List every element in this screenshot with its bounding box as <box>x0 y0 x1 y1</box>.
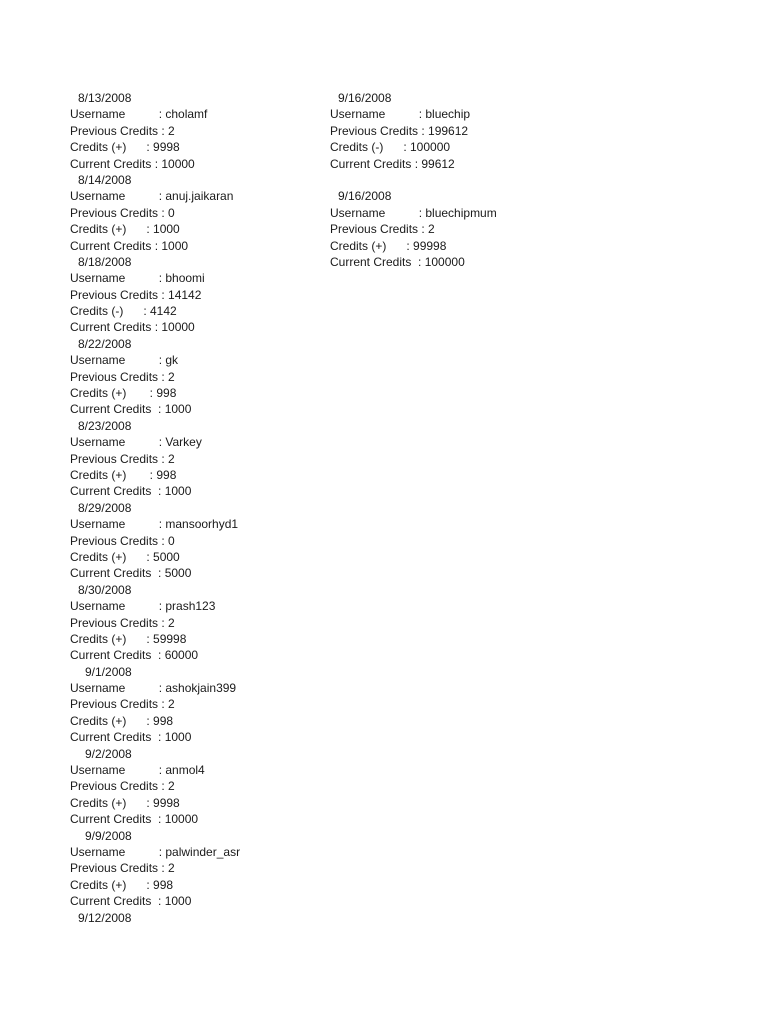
record-username: Username : Varkey <box>70 435 202 450</box>
record-current-credits: Current Credits : 1000 <box>70 730 192 745</box>
record-date: 8/23/2008 <box>78 418 132 433</box>
record-date: 8/18/2008 <box>78 254 132 269</box>
record-9-16-bluechip <box>330 90 497 172</box>
record-9-9 <box>70 828 240 910</box>
record-credits-change: Credits (-) : 100000 <box>330 140 451 155</box>
record-previous-credits: Previous Credits : 2 <box>70 861 175 876</box>
record-credits-change: Credits (+) : 59998 <box>70 631 187 646</box>
record-8-22 <box>70 336 240 418</box>
record-username: Username : bhoomi <box>70 271 205 286</box>
record-username: Username : bluechipmum <box>330 205 497 220</box>
record-8-14 <box>70 172 240 254</box>
record-credits-change: Credits (+) : 9998 <box>70 140 180 155</box>
record-9-2 <box>70 746 240 828</box>
record-username: Username : ashokjain399 <box>70 681 237 696</box>
record-previous-credits: Previous Credits : 2 <box>70 123 175 138</box>
record-date: 8/22/2008 <box>78 336 132 351</box>
record-username: Username : anuj.jaikaran <box>70 189 234 204</box>
record-credits-change: Credits (+) : 99998 <box>330 238 447 253</box>
record-date: 9/2/2008 <box>85 746 132 761</box>
record-current-credits: Current Credits : 10000 <box>70 156 195 171</box>
record-date: 8/13/2008 <box>78 91 132 105</box>
record-credits-change: Credits (+) : 1000 <box>70 222 180 237</box>
record-username: Username : palwinder_asr <box>70 844 241 859</box>
record-date: 8/14/2008 <box>78 172 132 187</box>
record-previous-credits: Previous Credits : 0 <box>70 205 175 220</box>
record-current-credits: Current Credits : 10000 <box>70 812 199 827</box>
record-previous-credits: Previous Credits : 2 <box>70 697 175 712</box>
record-previous-credits: Previous Credits : 2 <box>330 222 435 237</box>
record-current-credits: Current Credits : 10000 <box>70 320 195 335</box>
left-column <box>70 90 240 926</box>
record-8-23 <box>70 418 240 500</box>
record-current-credits: Current Credits : 1000 <box>70 402 192 417</box>
record-username: Username : anmol4 <box>70 763 205 778</box>
record-previous-credits: Previous Credits : 199612 <box>330 123 469 138</box>
record-current-credits: Current Credits : 100000 <box>330 254 465 269</box>
record-previous-credits: Previous Credits : 2 <box>70 615 175 630</box>
record-previous-credits: Previous Credits : 2 <box>70 369 175 384</box>
record-current-credits: Current Credits : 1000 <box>70 238 189 253</box>
trailing-date: 9/12/2008 <box>78 910 132 925</box>
record-current-credits: Current Credits : 1000 <box>70 484 192 499</box>
record-credits-change: Credits (+) : 998 <box>70 386 177 401</box>
record-current-credits: Current Credits : 1000 <box>70 894 192 909</box>
record-8-18 <box>70 254 240 336</box>
record-credits-change: Credits (+) : 998 <box>70 877 174 892</box>
record-credits-change: Credits (+) : 998 <box>70 467 177 482</box>
record-date: 9/1/2008 <box>85 664 132 679</box>
record-credits-change: Credits (+) : 9998 <box>70 795 180 810</box>
record-previous-credits: Previous Credits : 2 <box>70 779 175 794</box>
record-credits-change: Credits (-) : 4142 <box>70 304 177 319</box>
record-previous-credits: Previous Credits : 14142 <box>70 287 202 302</box>
record-username: Username : cholamf <box>70 107 208 122</box>
record-current-credits: Current Credits : 99612 <box>330 156 455 171</box>
record-8-30 <box>70 582 240 664</box>
right-column <box>330 90 497 270</box>
record-date: 8/29/2008 <box>78 500 132 515</box>
blank-line <box>330 172 497 188</box>
record-current-credits: Current Credits : 60000 <box>70 648 199 663</box>
record-previous-credits: Previous Credits : 0 <box>70 533 175 548</box>
record-username: Username : mansoorhyd1 <box>70 517 239 532</box>
record-credits-change: Credits (+) : 5000 <box>70 549 180 564</box>
record-8-29 <box>70 500 240 582</box>
record-previous-credits: Previous Credits : 2 <box>70 451 175 466</box>
record-date: 9/9/2008 <box>85 828 132 843</box>
record-date: 9/16/2008 <box>338 91 392 105</box>
record-date: 8/30/2008 <box>78 582 132 597</box>
record-username: Username : gk <box>70 353 179 368</box>
record-username: Username : bluechip <box>330 107 471 122</box>
record-9-16-bluechipmum <box>330 188 497 270</box>
record-9-1 <box>70 664 240 746</box>
record-8-13 <box>70 90 240 172</box>
record-current-credits: Current Credits : 5000 <box>70 566 192 581</box>
record-credits-change: Credits (+) : 998 <box>70 713 174 728</box>
record-username: Username : prash123 <box>70 599 216 614</box>
record-date: 9/16/2008 <box>338 189 392 204</box>
